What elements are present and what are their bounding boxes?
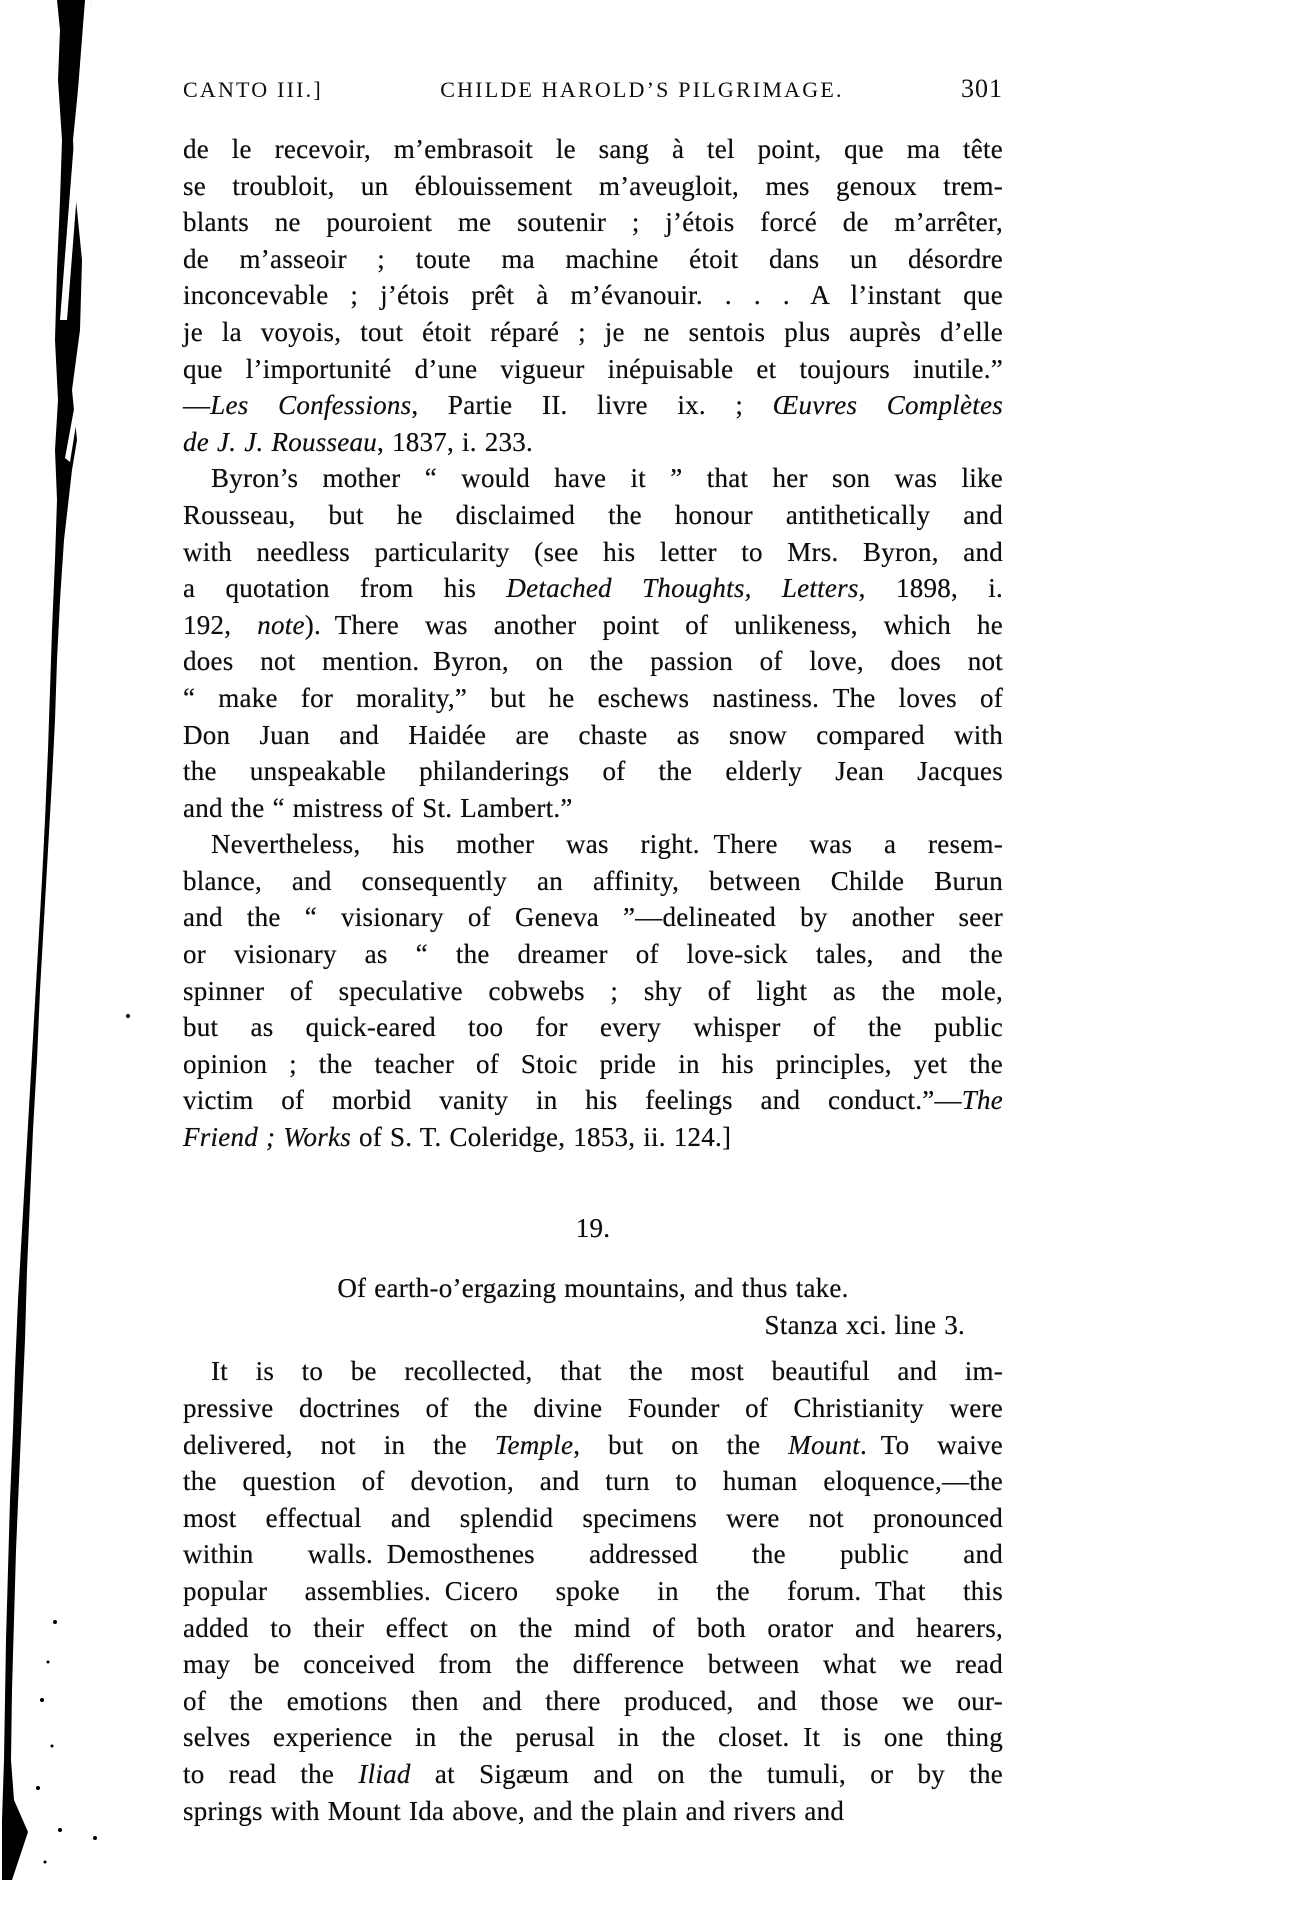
text-run: de m’asseoir ; toute ma machine étoit dans un désordre <box>183 243 1003 274</box>
text-run: of S. T. Coleridge, 1853, ii. 124.] <box>351 1122 732 1153</box>
text-line <box>183 534 1003 571</box>
text-line <box>183 1390 1003 1427</box>
body-text <box>183 131 1003 1829</box>
text-run: de J. J. Rousseau <box>183 426 377 457</box>
text-line <box>183 790 1003 827</box>
binding-shadow-artifact <box>0 0 200 1917</box>
text-line <box>183 1009 1003 1046</box>
text-line <box>183 131 1003 168</box>
text-line <box>183 1046 1003 1083</box>
text-run: 192, <box>183 609 258 640</box>
text-line <box>183 1500 1003 1537</box>
text-line <box>183 1793 1003 1830</box>
text-run: Mount <box>788 1429 861 1460</box>
text-run: Les Confessions <box>210 390 412 421</box>
text-line <box>183 899 1003 936</box>
text-line <box>183 643 1003 680</box>
text-line <box>183 1683 1003 1720</box>
text-run: , but on the <box>573 1429 789 1460</box>
text-line <box>183 826 1003 863</box>
text-line <box>183 1082 1003 1119</box>
text-run: The <box>961 1085 1003 1116</box>
text-run: at Sigæum and on the tumuli, or by the <box>410 1758 1003 1789</box>
text-run: ). There was another point of unlikeness, which he <box>304 609 1004 640</box>
text-run: does not mention. Byron, on the passion of love, does not <box>183 646 1003 677</box>
text-run: a quotation from his <box>183 573 507 604</box>
text-line <box>183 753 1003 790</box>
attribution: Stanza xci. line 3. <box>764 1309 965 1340</box>
text-run: spinner of speculative cobwebs ; shy of light as the mole, <box>183 975 1003 1006</box>
text-run: , 1837, i. 233. <box>376 426 533 457</box>
text-line <box>183 424 1003 461</box>
text-line <box>183 1119 1003 1156</box>
text-run: the unspeakable philanderings of the elderly Jean Jacques <box>183 756 1003 787</box>
text-run: “ make for morality,” but he eschews nastiness. The loves of <box>183 682 1003 713</box>
text-line <box>183 351 1003 388</box>
text-run: within walls. Demosthenes addressed the public and <box>183 1539 1003 1570</box>
text-run: of the emotions then and there produced, and those we our- <box>183 1685 1003 1716</box>
text-line <box>183 973 1003 1010</box>
page-content <box>183 74 1003 1829</box>
text-run: and the “ mistress of St. Lambert.” <box>183 792 573 823</box>
verse: Of earth-o’ergazing mountains, and thus take. <box>337 1273 849 1304</box>
text-run: selves experience in the perusal in the closet. It is one thing <box>183 1722 1003 1753</box>
text-run: , Partie II. livre ix. ; <box>411 390 773 421</box>
text-run: note <box>257 609 305 640</box>
text-run: victim of morbid vanity in his feelings and conduct.”— <box>183 1085 962 1116</box>
text-run: que l’importunité d’une vigueur inépuisable et toujours inutile.” <box>183 353 1003 384</box>
text-run: Don Juan and Haidée are chaste as snow compared with <box>183 719 1003 750</box>
text-run: the question of devotion, and turn to human eloquence,—the <box>183 1466 1003 1497</box>
text-line <box>183 1610 1003 1647</box>
text-run: to read the <box>183 1758 359 1789</box>
text-run: Friend ; Works <box>183 1122 351 1153</box>
text-run: . To waive <box>860 1429 1003 1460</box>
text-run: opinion ; the teacher of Stoic pride in his principles, yet the <box>183 1048 1003 1079</box>
text-run: Œuvres Complètes <box>772 390 1004 421</box>
text-run: popular assemblies. Cicero spoke in the forum. That this <box>183 1575 1003 1606</box>
text-line <box>183 204 1003 241</box>
text-run: pressive doctrines of the divine Founder of Christianity were <box>183 1393 1003 1423</box>
text-run: Byron’s mother “ would have it ” that her son was like <box>211 463 1003 494</box>
section-number: 19. <box>575 1212 611 1243</box>
text-run: delivered, not in the <box>183 1429 495 1460</box>
text-line <box>183 168 1003 205</box>
text-run: blants ne pouroient me soutenir ; j’étois forcé de m’arrêter, <box>183 207 1003 238</box>
paragraph <box>183 826 1003 1155</box>
text-line <box>183 1463 1003 1500</box>
text-run: Nevertheless, his mother was right. There was a resem- <box>211 829 1003 860</box>
text-run: se troubloit, un éblouissement m’aveugloit, mes genoux trem- <box>183 170 1003 201</box>
text-run: with needless particularity (see his letter to Mrs. Byron, and <box>183 536 1003 567</box>
text-line <box>183 460 1003 497</box>
text-run: may be conceived from the difference between what we read <box>183 1649 1003 1680</box>
text-run: Iliad <box>358 1758 411 1789</box>
text-line <box>183 387 1003 424</box>
text-run: Detached Thoughts, Letters <box>506 573 859 604</box>
page-number: 301 <box>961 74 1003 103</box>
text-run: It is to be recollected, that the most beautiful and im- <box>211 1356 1003 1387</box>
canto-label: CANTO III.] <box>183 77 323 102</box>
text-line <box>183 717 1003 754</box>
text-run: blance, and consequently an affinity, between Childe Burun <box>183 865 1003 896</box>
text-run: Temple <box>494 1429 574 1460</box>
text-run: , 1898, i. <box>858 573 1003 604</box>
text-line <box>183 863 1003 900</box>
text-line <box>183 1427 1003 1464</box>
text-run: most effectual and splendid specimens were not pronounced <box>183 1502 1003 1533</box>
text-line <box>183 314 1003 351</box>
text-run: and the “ visionary of Geneva ”—delineated by another seer <box>183 902 1003 933</box>
book-title: CHILDE HAROLD’S PILGRIMAGE. <box>440 77 844 102</box>
text-line <box>183 680 1003 717</box>
scan-speckles <box>36 1014 130 1864</box>
text-line <box>183 607 1003 644</box>
text-run: but as quick-eared too for every whisper of the public <box>183 1012 1003 1043</box>
text-run: — <box>183 390 211 421</box>
text-run: added to their effect on the mind of both orator and hearers, <box>183 1612 1003 1643</box>
text-run: inconcevable ; j’étois prêt à m’évanouir. . . . A l’instant que <box>183 280 1003 311</box>
text-run: springs with Mount Ida above, and the plain and rivers and <box>183 1795 845 1826</box>
text-line <box>183 1756 1003 1793</box>
text-line <box>183 1646 1003 1683</box>
paragraph <box>183 460 1003 826</box>
text-line <box>183 497 1003 534</box>
text-run: Rousseau, but he disclaimed the honour antithetically and <box>183 499 1003 530</box>
text-line <box>183 241 1003 278</box>
text-line <box>183 570 1003 607</box>
text-line <box>183 1353 1003 1390</box>
paragraph <box>183 131 1003 460</box>
text-run: de le recevoir, m’embrasoit le sang à tel point, que ma tête <box>183 134 1003 164</box>
text-line <box>183 1536 1003 1573</box>
text-run: je la voyois, tout étoit réparé ; je ne sentois plus auprès d’elle <box>183 316 1003 347</box>
paragraph <box>183 1353 1003 1829</box>
text-line <box>183 1719 1003 1756</box>
running-header <box>183 74 1003 104</box>
text-line <box>183 1573 1003 1610</box>
text-run: or visionary as “ the dreamer of love-sick tales, and the <box>183 939 1003 970</box>
text-line <box>183 277 1003 314</box>
text-line <box>183 936 1003 973</box>
